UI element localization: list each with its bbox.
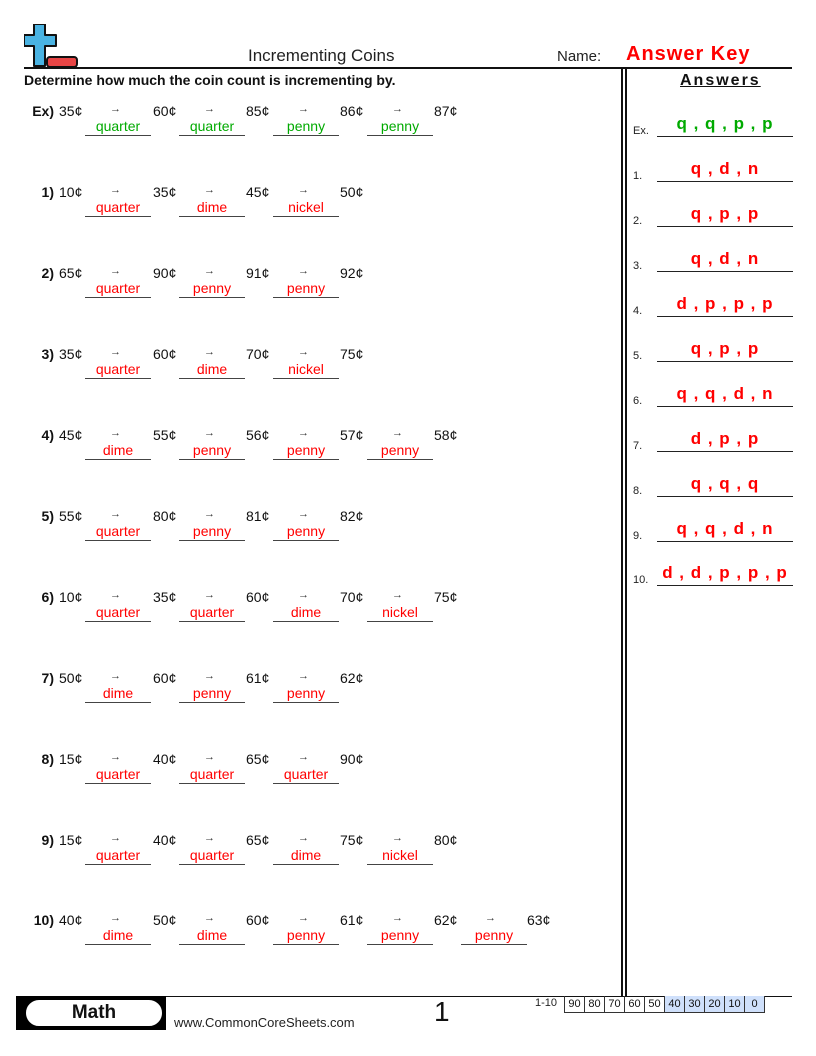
problem-number: 8) bbox=[41, 751, 54, 767]
coin-value: 63¢ bbox=[527, 912, 551, 928]
answer-blank[interactable]: quarter bbox=[273, 765, 339, 784]
answer-key-row bbox=[633, 205, 793, 229]
coin-value: 62¢ bbox=[434, 912, 458, 928]
arrow-right-icon: → bbox=[110, 103, 121, 115]
score-cell: 80 bbox=[585, 996, 605, 1013]
answer-key-row bbox=[633, 115, 793, 139]
answer-key-row bbox=[633, 295, 793, 319]
answer-key-label: Ex. bbox=[633, 125, 649, 137]
arrow-right-icon: → bbox=[298, 751, 309, 763]
answer-key-row bbox=[633, 475, 793, 499]
score-cell: 30 bbox=[685, 996, 705, 1013]
arrow-right-icon: → bbox=[298, 184, 309, 196]
coin-value: 70¢ bbox=[340, 589, 364, 605]
problem-row bbox=[0, 589, 620, 639]
arrow-right-icon: → bbox=[204, 670, 215, 682]
coin-value: 70¢ bbox=[246, 346, 270, 362]
problem-row bbox=[0, 103, 620, 153]
answer-blank[interactable]: penny bbox=[273, 684, 339, 703]
answer-blank[interactable]: penny bbox=[367, 117, 433, 136]
answers-heading: Answers bbox=[680, 72, 761, 89]
score-cell: 60 bbox=[625, 996, 645, 1013]
coin-value: 86¢ bbox=[340, 103, 364, 119]
answer-blank[interactable]: penny bbox=[273, 522, 339, 541]
score-cell: 10 bbox=[725, 996, 745, 1013]
arrow-right-icon: → bbox=[110, 912, 121, 924]
coin-value: 87¢ bbox=[434, 103, 458, 119]
score-cell: 50 bbox=[645, 996, 665, 1013]
coin-value: 58¢ bbox=[434, 427, 458, 443]
answer-key-row bbox=[633, 160, 793, 184]
answer-blank[interactable]: penny bbox=[273, 279, 339, 298]
answer-blank[interactable]: nickel bbox=[273, 360, 339, 379]
plus-minus-logo-icon bbox=[24, 24, 80, 68]
answer-key-row bbox=[633, 564, 793, 588]
answer-blank[interactable]: dime bbox=[273, 603, 339, 622]
answer-key-value[interactable]: d , d , p , p , p bbox=[657, 563, 793, 586]
problem-row bbox=[0, 346, 620, 396]
answer-key-value[interactable]: q , q , q bbox=[657, 474, 793, 497]
coin-value: 62¢ bbox=[340, 670, 364, 686]
coin-value: 61¢ bbox=[246, 670, 270, 686]
answer-blank[interactable]: dime bbox=[179, 198, 245, 217]
problem-row bbox=[0, 508, 620, 558]
coin-value: 90¢ bbox=[340, 751, 364, 767]
arrow-right-icon: → bbox=[204, 751, 215, 763]
answer-blank[interactable]: penny bbox=[367, 926, 433, 945]
answer-blank[interactable]: penny bbox=[367, 441, 433, 460]
answer-blank[interactable]: dime bbox=[273, 846, 339, 865]
arrow-right-icon: → bbox=[110, 670, 121, 682]
answer-key-value[interactable]: q , d , n bbox=[657, 159, 793, 182]
coin-value: 65¢ bbox=[246, 832, 270, 848]
score-cell: 90 bbox=[565, 996, 585, 1013]
answer-key-label: 1. bbox=[633, 170, 643, 182]
answer-key-value[interactable]: q , p , p bbox=[657, 204, 793, 227]
column-divider bbox=[621, 69, 623, 997]
score-table bbox=[564, 996, 765, 1013]
coin-value: 65¢ bbox=[59, 265, 83, 281]
answer-blank[interactable]: quarter bbox=[85, 198, 151, 217]
answer-key-label: 10. bbox=[633, 574, 649, 586]
coin-value: 45¢ bbox=[59, 427, 83, 443]
worksheet-title: Incrementing Coins bbox=[248, 46, 395, 65]
problem-number: 7) bbox=[41, 670, 54, 686]
arrow-right-icon: → bbox=[204, 346, 215, 358]
coin-value: 61¢ bbox=[340, 912, 364, 928]
coin-value: 80¢ bbox=[434, 832, 458, 848]
coin-value: 45¢ bbox=[246, 184, 270, 200]
name-label: Name: bbox=[557, 48, 602, 65]
answer-key-label: 5. bbox=[633, 350, 643, 362]
answer-blank[interactable]: penny bbox=[273, 117, 339, 136]
arrow-right-icon: → bbox=[298, 508, 309, 520]
score-cell: 0 bbox=[745, 996, 765, 1013]
problem-number: 10) bbox=[33, 912, 54, 928]
answer-blank[interactable]: nickel bbox=[367, 846, 433, 865]
answer-key-value[interactable]: q , p , p bbox=[657, 339, 793, 362]
answer-blank[interactable]: penny bbox=[179, 522, 245, 541]
answer-key-label: 6. bbox=[633, 395, 643, 407]
arrow-right-icon: → bbox=[298, 103, 309, 115]
answer-key-value[interactable]: d , p , p bbox=[657, 429, 793, 452]
coin-value: 60¢ bbox=[246, 912, 270, 928]
answer-blank[interactable]: dime bbox=[85, 684, 151, 703]
problem-number: 2) bbox=[41, 265, 54, 281]
answer-blank[interactable]: penny bbox=[179, 279, 245, 298]
coin-value: 35¢ bbox=[153, 589, 177, 605]
answer-key-value[interactable]: q , d , n bbox=[657, 249, 793, 272]
problem-row bbox=[0, 670, 620, 720]
answer-blank[interactable]: quarter bbox=[85, 603, 151, 622]
coin-value: 40¢ bbox=[153, 832, 177, 848]
coin-value: 40¢ bbox=[59, 912, 83, 928]
coin-value: 85¢ bbox=[246, 103, 270, 119]
coin-value: 55¢ bbox=[153, 427, 177, 443]
answer-blank[interactable]: quarter bbox=[179, 765, 245, 784]
problem-row bbox=[0, 427, 620, 477]
coin-value: 15¢ bbox=[59, 751, 83, 767]
answer-key-value[interactable]: d , p , p , p bbox=[657, 294, 793, 317]
coin-value: 50¢ bbox=[340, 184, 364, 200]
answer-key-row bbox=[633, 340, 793, 364]
score-cell: 70 bbox=[605, 996, 625, 1013]
answer-blank[interactable]: quarter bbox=[85, 846, 151, 865]
coin-value: 82¢ bbox=[340, 508, 364, 524]
coin-value: 60¢ bbox=[153, 346, 177, 362]
instructions: Determine how much the coin count is incrementing by. bbox=[24, 72, 396, 88]
answer-blank[interactable]: dime bbox=[85, 926, 151, 945]
arrow-right-icon: → bbox=[298, 589, 309, 601]
coin-value: 80¢ bbox=[153, 508, 177, 524]
arrow-right-icon: → bbox=[110, 265, 121, 277]
score-cell: 20 bbox=[705, 996, 725, 1013]
coin-value: 65¢ bbox=[246, 751, 270, 767]
subject-badge: Math bbox=[24, 998, 164, 1028]
problem-number: 4) bbox=[41, 427, 54, 443]
problem-number: Ex) bbox=[32, 103, 54, 119]
answer-blank[interactable]: quarter bbox=[179, 846, 245, 865]
arrow-right-icon: → bbox=[298, 912, 309, 924]
name-value: Answer Key bbox=[626, 43, 751, 65]
page-number: 1 bbox=[434, 996, 450, 1027]
coin-value: 35¢ bbox=[59, 346, 83, 362]
column-divider bbox=[625, 69, 627, 997]
arrow-right-icon: → bbox=[204, 508, 215, 520]
coin-value: 90¢ bbox=[153, 265, 177, 281]
arrow-right-icon: → bbox=[298, 265, 309, 277]
problem-row bbox=[0, 751, 620, 801]
arrow-right-icon: → bbox=[204, 265, 215, 277]
coin-value: 10¢ bbox=[59, 184, 83, 200]
coin-value: 56¢ bbox=[246, 427, 270, 443]
answer-key-value[interactable]: q , q , d , n bbox=[657, 519, 793, 542]
coin-value: 50¢ bbox=[153, 912, 177, 928]
coin-value: 60¢ bbox=[153, 670, 177, 686]
arrow-right-icon: → bbox=[392, 589, 403, 601]
answer-blank[interactable]: quarter bbox=[85, 765, 151, 784]
answer-blank[interactable]: quarter bbox=[85, 117, 151, 136]
arrow-right-icon: → bbox=[110, 346, 121, 358]
arrow-right-icon: → bbox=[392, 103, 403, 115]
answer-blank[interactable]: penny bbox=[273, 441, 339, 460]
answer-key-value[interactable]: q , q , d , n bbox=[657, 384, 793, 407]
answer-blank[interactable]: penny bbox=[273, 926, 339, 945]
answer-blank[interactable]: dime bbox=[179, 926, 245, 945]
answer-blank[interactable]: penny bbox=[461, 926, 527, 945]
problem-row bbox=[0, 832, 620, 882]
answer-blank[interactable]: penny bbox=[179, 684, 245, 703]
coin-value: 50¢ bbox=[59, 670, 83, 686]
problem-row bbox=[0, 912, 620, 962]
arrow-right-icon: → bbox=[204, 912, 215, 924]
arrow-right-icon: → bbox=[204, 103, 215, 115]
coin-value: 60¢ bbox=[153, 103, 177, 119]
answer-blank[interactable]: dime bbox=[179, 360, 245, 379]
coin-value: 92¢ bbox=[340, 265, 364, 281]
coin-value: 81¢ bbox=[246, 508, 270, 524]
arrow-right-icon: → bbox=[298, 670, 309, 682]
arrow-right-icon: → bbox=[110, 751, 121, 763]
arrow-right-icon: → bbox=[298, 832, 309, 844]
answer-blank[interactable]: quarter bbox=[85, 360, 151, 379]
answer-key-label: 7. bbox=[633, 440, 643, 452]
answer-key-row bbox=[633, 385, 793, 409]
answer-blank[interactable]: nickel bbox=[273, 198, 339, 217]
arrow-right-icon: → bbox=[204, 589, 215, 601]
coin-value: 15¢ bbox=[59, 832, 83, 848]
answer-key-label: 3. bbox=[633, 260, 643, 272]
answer-key-row bbox=[633, 520, 793, 544]
arrow-right-icon: → bbox=[110, 508, 121, 520]
arrow-right-icon: → bbox=[392, 427, 403, 439]
answer-key-label: 4. bbox=[633, 305, 643, 317]
arrow-right-icon: → bbox=[204, 184, 215, 196]
arrow-right-icon: → bbox=[204, 427, 215, 439]
arrow-right-icon: → bbox=[392, 832, 403, 844]
problem-row bbox=[0, 265, 620, 315]
answer-key-row bbox=[633, 250, 793, 274]
problem-number: 5) bbox=[41, 508, 54, 524]
answer-blank[interactable]: dime bbox=[85, 441, 151, 460]
coin-value: 75¢ bbox=[340, 832, 364, 848]
answer-blank[interactable]: quarter bbox=[85, 522, 151, 541]
arrow-right-icon: → bbox=[392, 912, 403, 924]
answer-blank[interactable]: quarter bbox=[179, 603, 245, 622]
coin-value: 35¢ bbox=[59, 103, 83, 119]
arrow-right-icon: → bbox=[298, 346, 309, 358]
coin-value: 60¢ bbox=[246, 589, 270, 605]
answer-blank[interactable]: quarter bbox=[85, 279, 151, 298]
coin-value: 91¢ bbox=[246, 265, 270, 281]
score-cell: 40 bbox=[665, 996, 685, 1013]
answer-blank[interactable]: quarter bbox=[179, 117, 245, 136]
arrow-right-icon: → bbox=[298, 427, 309, 439]
problem-number: 3) bbox=[41, 346, 54, 362]
problem-number: 9) bbox=[41, 832, 54, 848]
arrow-right-icon: → bbox=[110, 427, 121, 439]
problem-row bbox=[0, 184, 620, 234]
arrow-right-icon: → bbox=[485, 912, 496, 924]
coin-value: 57¢ bbox=[340, 427, 364, 443]
coin-value: 40¢ bbox=[153, 751, 177, 767]
arrow-right-icon: → bbox=[110, 832, 121, 844]
header-divider bbox=[24, 67, 792, 69]
problem-number: 1) bbox=[41, 184, 54, 200]
coin-value: 75¢ bbox=[340, 346, 364, 362]
answer-key-row bbox=[633, 430, 793, 454]
answer-blank[interactable]: penny bbox=[179, 441, 245, 460]
site-url: www.CommonCoreSheets.com bbox=[174, 1015, 355, 1030]
problem-number: 6) bbox=[41, 589, 54, 605]
arrow-right-icon: → bbox=[110, 184, 121, 196]
coin-value: 55¢ bbox=[59, 508, 83, 524]
coin-value: 10¢ bbox=[59, 589, 83, 605]
answer-key-label: 8. bbox=[633, 485, 643, 497]
answer-key-label: 9. bbox=[633, 530, 643, 542]
answer-blank[interactable]: nickel bbox=[367, 603, 433, 622]
answer-key-value[interactable]: q , q , p , p bbox=[657, 114, 793, 137]
score-range-label: 1-10 bbox=[535, 997, 558, 1009]
coin-value: 35¢ bbox=[153, 184, 177, 200]
arrow-right-icon: → bbox=[204, 832, 215, 844]
answer-key-label: 2. bbox=[633, 215, 643, 227]
arrow-right-icon: → bbox=[110, 589, 121, 601]
coin-value: 75¢ bbox=[434, 589, 458, 605]
